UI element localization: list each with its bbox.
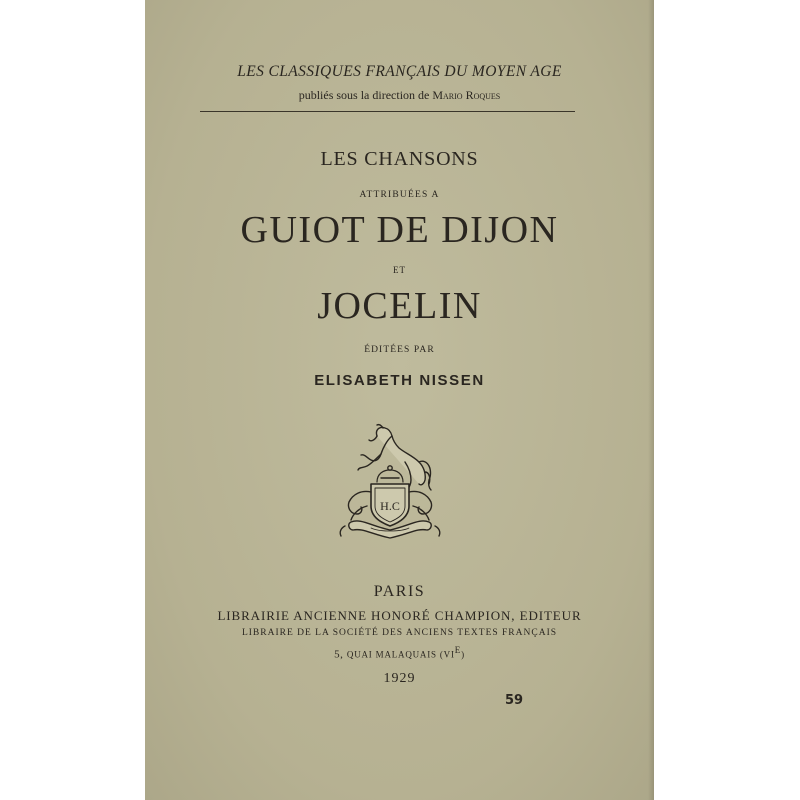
title-line-guiot: GUIOT DE DIJON [240,209,559,251]
imprint-publisher: LIBRAIRIE ANCIENNE HONORÉ CHAMPION, EDITEUR [217,608,582,623]
address-superscript: E [454,645,462,655]
author-name: ELISABETH NISSEN [314,372,485,389]
series-editor-name: Mario Roques [432,88,501,102]
imprint-address [145,645,654,661]
title-line-et: ET [393,265,406,275]
imprint-society: LIBRAIRE DE LA SOCIÉTÉ DES ANCIENS TEXTES FRANÇAIS [241,628,558,638]
title-line-attribuees: ATTRIBUÉES A [359,190,440,200]
series-subtitle [145,88,654,103]
header-rule [200,111,575,112]
editor-label: ÉDITÉES PAR [364,345,435,355]
printer-mark-horse-shield-icon [331,422,449,552]
imprint-year: 1929 [383,671,416,686]
page-number: 59 [505,693,524,708]
series-subtitle-lead: publiés sous la direction de [298,88,433,102]
imprint-city: PARIS [373,583,426,600]
address-number: 5, [334,648,347,661]
address-close: ) [461,649,465,660]
emblem-monogram: H.C [380,499,400,513]
title-page [145,0,654,800]
title-line-chansons: LES CHANSONS [320,148,479,170]
title-line-jocelin: JOCELIN [317,285,482,327]
address-street: QUAI MALAQUAIS (VI [346,649,455,660]
series-title: LES CLASSIQUES FRANÇAIS DU MOYEN AGE [237,63,562,80]
